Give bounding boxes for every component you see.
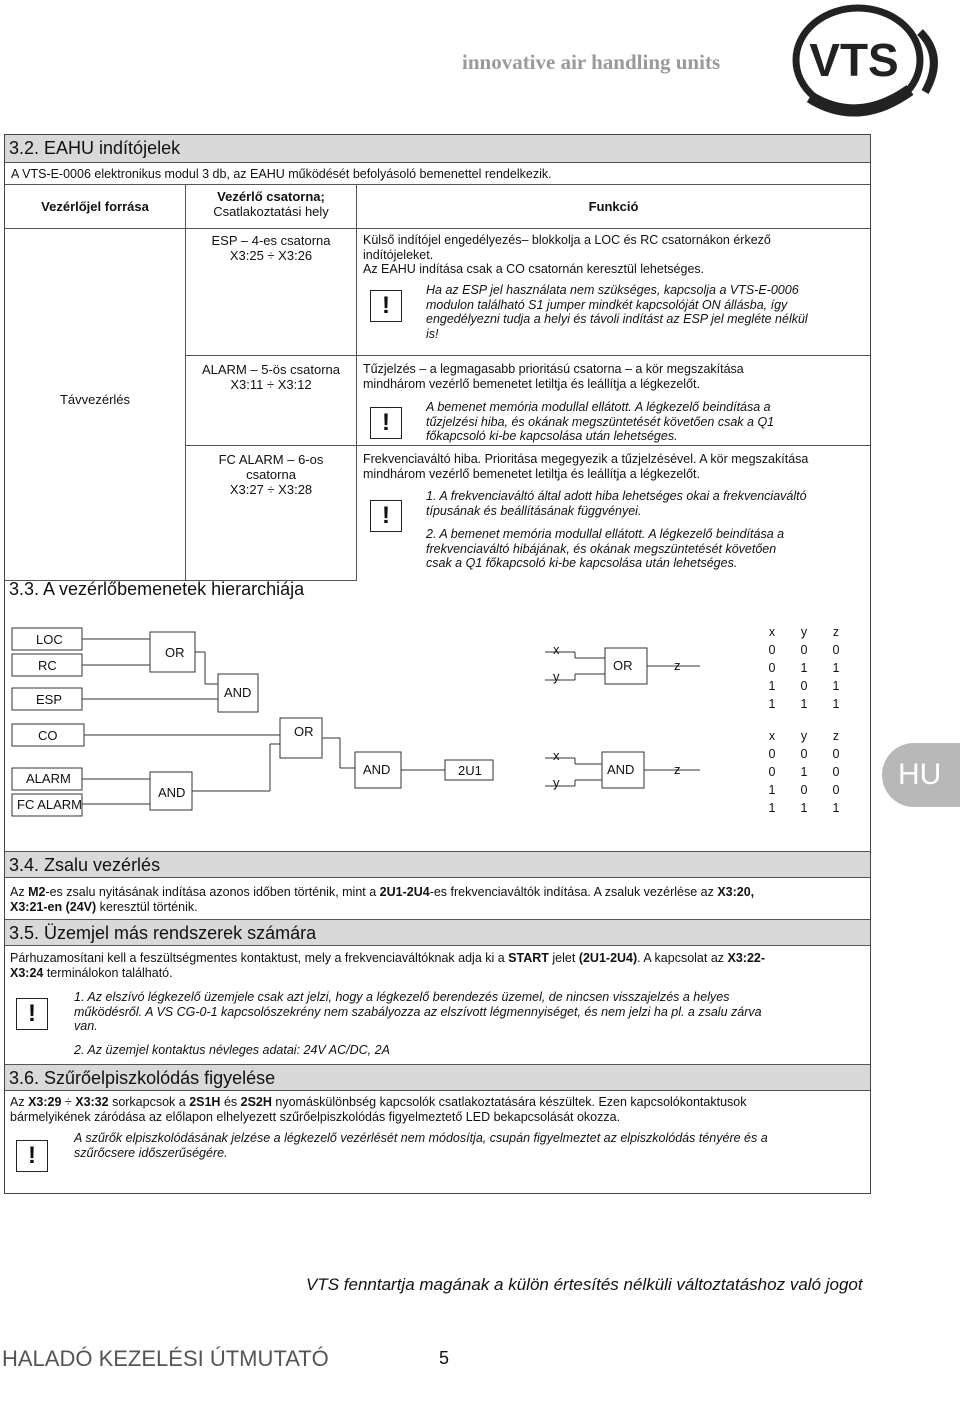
warning-esp-line1: Ha az ESP jel használata nem szükséges, kapcsolja a VTS-E-0006 <box>426 283 799 297</box>
warning-fc-alarm-note1 <box>426 489 866 518</box>
input-co-label: CO <box>38 728 58 743</box>
warning-icon: ! <box>16 998 48 1030</box>
col-header-channel-line2: Csatlakoztatási hely <box>213 204 329 219</box>
note1-line2: működésről. A VS CG-0-1 kapcsolószekrény nem szabályozza az elszívott légmennyiséget, és nem jelzi ha pl. a zsalu zárva <box>74 1004 762 1019</box>
text-run: -es zsalu nyitásának indítása azonos időben történik, mint a <box>45 885 380 899</box>
warning-icon: ! <box>370 290 402 322</box>
warning-icon: ! <box>370 407 402 439</box>
table-cell: 0 <box>800 679 808 693</box>
table-cell: 0 <box>768 765 776 779</box>
warning-alarm-line1: A bemenet memória modullal ellátott. A légkezelő beindítása a <box>426 400 771 414</box>
table-row <box>756 799 852 817</box>
section-3-2-heading: 3.2. EAHU indítójelek <box>5 135 870 163</box>
and-table-header-y: y <box>800 729 808 743</box>
table-cell: 1 <box>832 697 840 711</box>
warning-alarm-line3: főkapcsoló ki-be kapcsolása után lehetséges. <box>426 429 678 443</box>
section-3-5-note1 <box>74 990 864 1034</box>
section-3-6-warning <box>74 1131 864 1160</box>
section-3-4-heading: 3.4. Zsalu vezérlés <box>5 851 870 878</box>
text-bold: 2S1H <box>189 1095 221 1109</box>
table-cell: 0 <box>768 661 776 675</box>
input-rc-label: RC <box>38 658 57 673</box>
gate-and-3-label: AND <box>363 762 391 777</box>
warning-fc-note2-line2: frekvenciaváltó hibájának, és okának megszüntetését követően <box>426 541 777 556</box>
and-symbol-gate-label: AND <box>607 762 635 777</box>
channel-fc-alarm <box>186 452 356 497</box>
table-row <box>756 677 852 695</box>
table-cell: 1 <box>800 801 808 815</box>
or-table-header-y: y <box>800 625 808 639</box>
gate-or-1-label: OR <box>165 645 185 660</box>
section-3-5-heading: 3.5. Üzemjel más rendszerek számára <box>5 919 870 946</box>
section-3-5-text <box>10 951 865 980</box>
text-run: jelet <box>548 951 579 965</box>
col-header-source: Vezérlőjel forrása <box>41 199 149 214</box>
input-fc-alarm-label: FC ALARM <box>17 797 83 812</box>
text-run: ÷ <box>61 1095 76 1109</box>
function-fc-alarm <box>363 452 868 481</box>
warning-line2: szűrőcsere időszerűségére. <box>74 1145 228 1160</box>
warning-fc-note1-line2: típusának és beállításának függvényei. <box>426 503 642 518</box>
text-run: -es frekvenciaváltók indítása. A zsaluk vezérlése az <box>429 885 718 899</box>
or-table-header-z: z <box>832 625 840 639</box>
channel-fc-alarm-line3: X3:27 ÷ X3:28 <box>229 482 313 497</box>
table-row <box>756 745 852 763</box>
function-esp <box>363 233 863 277</box>
table-row-divider-1 <box>185 355 870 356</box>
section-3-3-heading: 3.3. A vezérlőbemenetek hierarchiája <box>9 579 305 599</box>
col-header-channel <box>186 189 356 219</box>
warning-fc-note2-line3: csak a Q1 főkapcsoló ki-be kapcsolása után lehetséges. <box>426 556 738 570</box>
table-cell: 1 <box>800 697 808 711</box>
source-remote-control: Távvezérlés <box>59 392 131 407</box>
and-truth-table <box>756 727 852 817</box>
channel-alarm-line1: ALARM – 5-ös csatorna <box>201 362 340 377</box>
table-row <box>756 695 852 713</box>
page-number: 5 <box>439 1348 450 1368</box>
text-bold: X3:20, <box>717 885 755 899</box>
control-input-hierarchy-diagram <box>0 608 880 848</box>
channel-alarm-line2: X3:11 ÷ X3:12 <box>230 377 312 392</box>
table-cell: 0 <box>832 643 840 657</box>
input-alarm-label: ALARM <box>26 771 71 786</box>
warning-alarm-line2: tűzjelzési hiba, és okának megszüntetését követően csak a Q1 <box>426 414 775 429</box>
warning-fc-note1-line1: 1. A frekvenciaváltó által adott hiba lehetséges okai a frekvenciaváltó <box>426 489 807 503</box>
warning-icon: ! <box>370 500 402 532</box>
table-header-divider <box>5 228 870 229</box>
text-run: . A kapcsolat az <box>637 951 728 965</box>
or-table-header-x: x <box>768 625 776 639</box>
table-row <box>756 659 852 677</box>
table-cell: 1 <box>832 679 840 693</box>
text-bold: 2U1-2U4 <box>379 885 430 899</box>
table-cell: 0 <box>800 783 808 797</box>
channel-esp-line1: ESP – 4-es csatorna <box>211 233 331 248</box>
text-bold: START <box>508 951 549 965</box>
gate-or-2-label: OR <box>294 724 314 739</box>
or-symbol-z: z <box>674 658 681 673</box>
section-3-4-text <box>10 885 865 914</box>
table-cell: 1 <box>800 765 808 779</box>
input-esp-label: ESP <box>36 692 63 707</box>
text-run: terminálokon található. <box>43 965 173 980</box>
table-header-row <box>756 727 852 745</box>
warning-alarm <box>426 400 866 444</box>
channel-fc-alarm-line2: csatorna <box>246 467 296 482</box>
or-symbol-y: y <box>553 669 560 684</box>
text-bold: X3:29 <box>28 1095 62 1109</box>
table-cell: 1 <box>832 801 840 815</box>
table-row <box>756 641 852 659</box>
footer-disclaimer: VTS fenntartja magának a külön értesítés nélküli változtatáshoz való jogot <box>306 1275 863 1294</box>
warning-esp-line4: is! <box>426 326 439 341</box>
channel-alarm <box>186 362 356 392</box>
table-cell: 0 <box>768 747 776 761</box>
table-cell: 0 <box>832 783 840 797</box>
and-symbol-y: y <box>553 775 560 790</box>
text-bold: X3:32 <box>75 1095 109 1109</box>
language-badge: HU <box>882 743 960 807</box>
text-run: nyomáskülönbség kapcsolók csatlakoztatására készültek. Ezen kapcsolókontaktusok <box>271 1095 747 1109</box>
text-bold: (2U1-2U4) <box>578 951 638 965</box>
function-esp-line2: indítójeleket. <box>363 247 434 262</box>
or-symbol-x: x <box>553 642 560 657</box>
table-cell: 1 <box>768 801 776 815</box>
logo-text: VTS <box>809 34 899 86</box>
col-header-channel-line1: Vezérlő csatorna; <box>217 189 325 204</box>
table-cell: 1 <box>768 679 776 693</box>
section-3-5-note2: 2. Az üzemjel kontaktus névleges adatai: 24V AC/DC, 2A <box>74 1043 390 1057</box>
col-header-function: Funkció <box>588 199 639 214</box>
section-3-2-intro: A VTS-E-0006 elektronikus modul 3 db, az EAHU működését befolyásoló bemenettel rendelkezik. <box>5 163 870 185</box>
function-fc-alarm-line2: mindhárom vezérlő bemenetet letiltja és leállítja a légkezelőt. <box>363 466 700 481</box>
table-cell: 1 <box>800 661 808 675</box>
table-cell: 1 <box>768 697 776 711</box>
table-cell: 1 <box>768 783 776 797</box>
output-2u1-label: 2U1 <box>458 763 482 778</box>
text-run: és <box>220 1095 241 1109</box>
function-alarm-line1: Tűzjelzés – a legmagasabb prioritású csatorna – a kör megszakítása <box>363 362 744 376</box>
table-cell: 0 <box>800 643 808 657</box>
function-esp-line1: Külső indítójel engedélyezés– blokkolja a LOC és RC csatornákon érkező <box>363 233 771 247</box>
function-fc-alarm-line1: Frekvenciaváltó hiba. Prioritása megegyezik a tűzjelzésével. A kör megszakítása <box>363 452 809 466</box>
warning-fc-alarm-note2 <box>426 527 866 571</box>
or-symbol-gate-label: OR <box>613 658 633 673</box>
text-run: Az <box>10 1095 29 1109</box>
text-run: bármelyikének záródása az előlapon elhelyezett szűrőelpiszkolódás figyelmeztető LED bekapcsolását okozza. <box>10 1109 621 1124</box>
text-bold: X3:24 <box>10 965 44 980</box>
warning-icon: ! <box>16 1140 48 1172</box>
text-run: sorkapcsok a <box>108 1095 190 1109</box>
text-bold: X3:21-en (24V) <box>10 899 97 914</box>
channel-esp <box>186 233 356 263</box>
table-cell: 1 <box>832 661 840 675</box>
function-alarm-line2: mindhárom vezérlő bemenetet letiltja és leállítja a légkezelőt. <box>363 376 700 391</box>
table-row-divider-2 <box>185 445 870 446</box>
table-row <box>756 781 852 799</box>
and-symbol-z: z <box>674 762 681 777</box>
function-esp-line3: Az EAHU indítása csak a CO csatornán keresztül lehetséges. <box>363 262 705 276</box>
table-cell: 0 <box>800 747 808 761</box>
gate-and-1-label: AND <box>224 685 252 700</box>
vts-logo <box>770 2 960 120</box>
or-truth-table <box>756 623 852 713</box>
text-run: keresztül történik. <box>96 899 198 914</box>
channel-fc-alarm-line1: FC ALARM – 6-os <box>218 452 324 467</box>
table-cell: 0 <box>768 643 776 657</box>
text-bold: 2S2H <box>240 1095 272 1109</box>
section-3-6-text <box>10 1095 865 1124</box>
input-loc-label: LOC <box>36 632 63 647</box>
and-symbol-x: x <box>553 748 560 763</box>
footer-title: HALADÓ KEZELÉSI ÚTMUTATÓ <box>2 1346 329 1371</box>
note1-line3: van. <box>74 1019 98 1033</box>
table-header-row <box>756 623 852 641</box>
text-run: Az <box>10 885 29 899</box>
warning-esp <box>426 283 866 341</box>
warning-esp-line2: modulon található S1 jumper mindkét kapcsolóját ON állásba, így <box>426 297 788 312</box>
section-3-6-heading: 3.6. Szűrőelpiszkolódás figyelése <box>5 1064 870 1091</box>
table-row <box>756 763 852 781</box>
warning-line1: A szűrők elpiszkolódásának jelzése a légkezelő vezérlését nem módosítja, csupán figyelmeztet az elpiszkolódás tényére és a <box>74 1131 768 1145</box>
table-col-divider-2 <box>356 185 357 581</box>
text-bold: X3:22- <box>727 951 766 965</box>
table-cell: 0 <box>832 747 840 761</box>
table-cell: 0 <box>832 765 840 779</box>
text-run: Párhuzamosítani kell a feszültségmentes kontaktust, mely a frekvenciaváltóknak adja ki a <box>10 951 509 965</box>
warning-fc-note2-line1: 2. A bemenet memória modullal ellátott. A légkezelő beindítása a <box>426 527 785 541</box>
and-table-header-z: z <box>832 729 840 743</box>
warning-esp-line3: engedélyezni tudja a helyi és távoli indítást az ESP jel megléte nélkül <box>426 312 808 326</box>
and-table-header-x: x <box>768 729 776 743</box>
gate-and-2-label: AND <box>158 785 186 800</box>
note1-line1: 1. Az elszívó légkezelő üzemjele csak azt jelzi, hogy a légkezelő berendezés üzemel, de nincsen visszajelzés a helyes <box>74 990 730 1004</box>
channel-esp-line2: X3:25 ÷ X3:26 <box>229 248 313 263</box>
function-alarm <box>363 362 863 391</box>
tagline: innovative air handling units <box>462 50 721 74</box>
text-bold: M2 <box>28 885 46 899</box>
